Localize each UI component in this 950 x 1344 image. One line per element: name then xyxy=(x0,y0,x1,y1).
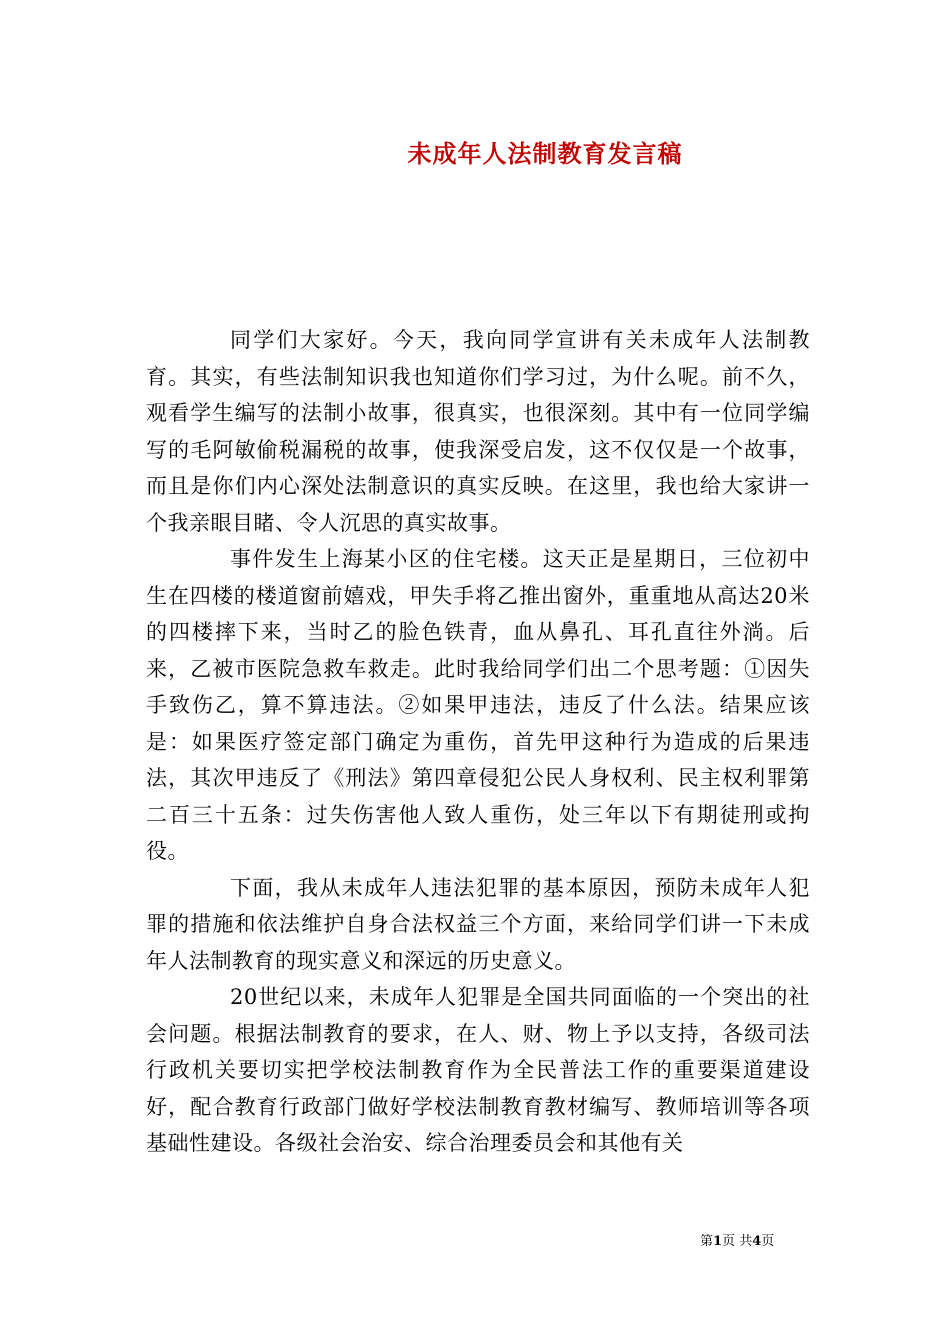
footer-middle: 页 共 xyxy=(722,1234,753,1249)
paragraph-intro: 同学们大家好。今天，我向同学宣讲有关未成年人法制教育。其实，有些法制知识我也知道你们学习过，为什么呢。前不久，观看学生编写的法制小故事，很真实，也很深刻。其中有一位同学编写的毛阿敏偷税漏税的故事，使我深受启发，这不仅仅是一个故事，而且是你们内心深处法制意识的真实反映。在这里，我也给大家讲一个我亲眼目睹、令人沉思的真实故事。 xyxy=(146,328,810,535)
total-pages-number: 4 xyxy=(752,1234,762,1249)
paragraph-incident: 事件发生上海某小区的住宅楼。这天正是星期日，三位初中生在四楼的楼道窗前嬉戏，甲失手将乙推出窗外，重重地从高达20米的四楼摔下来，当时乙的脸色铁青，血从鼻孔、耳孔直往外淌。后来，乙被市医院急救车救走。此时我给同学们出二个思考题：①因失手致伤乙，算不算违法。②如果甲违法，违反了什么法。结果应该是：如果医疗签定部门确定为重伤，首先甲这种行为造成的后果违法，其次甲违反了《刑法》第四章侵犯公民人身权利、民主权利罪第二百三十五条：过失伤害他人致人重伤，处三年以下有期徒刑或拘役。 xyxy=(146,547,810,863)
paragraph-outline: 下面，我从未成年人违法犯罪的基本原因，预防未成年人犯罪的措施和依法维护自身合法权益三个方面，来给同学们讲一下未成年人法制教育的现实意义和深远的历史意义。 xyxy=(146,875,810,973)
document-body xyxy=(146,322,810,1162)
footer-prefix: 第 xyxy=(700,1234,714,1249)
document-title: 未成年人法制教育发言稿 xyxy=(407,139,683,168)
page-number-footer xyxy=(700,1233,830,1251)
footer-suffix: 页 xyxy=(761,1234,775,1249)
current-page-number: 1 xyxy=(713,1234,723,1249)
paragraph-background: 20世纪以来，未成年人犯罪是全国共同面临的一个突出的社会问题。根据法制教育的要求，在人、财、物上予以支持，各级司法行政机关要切实把学校法制教育作为全民普法工作的重要渠道建设好，配合教育行政部门做好学校法制教育教材编写、教师培训等各项基础性建设。各级社会治安、综合治理委员会和其他有关 xyxy=(146,985,810,1155)
